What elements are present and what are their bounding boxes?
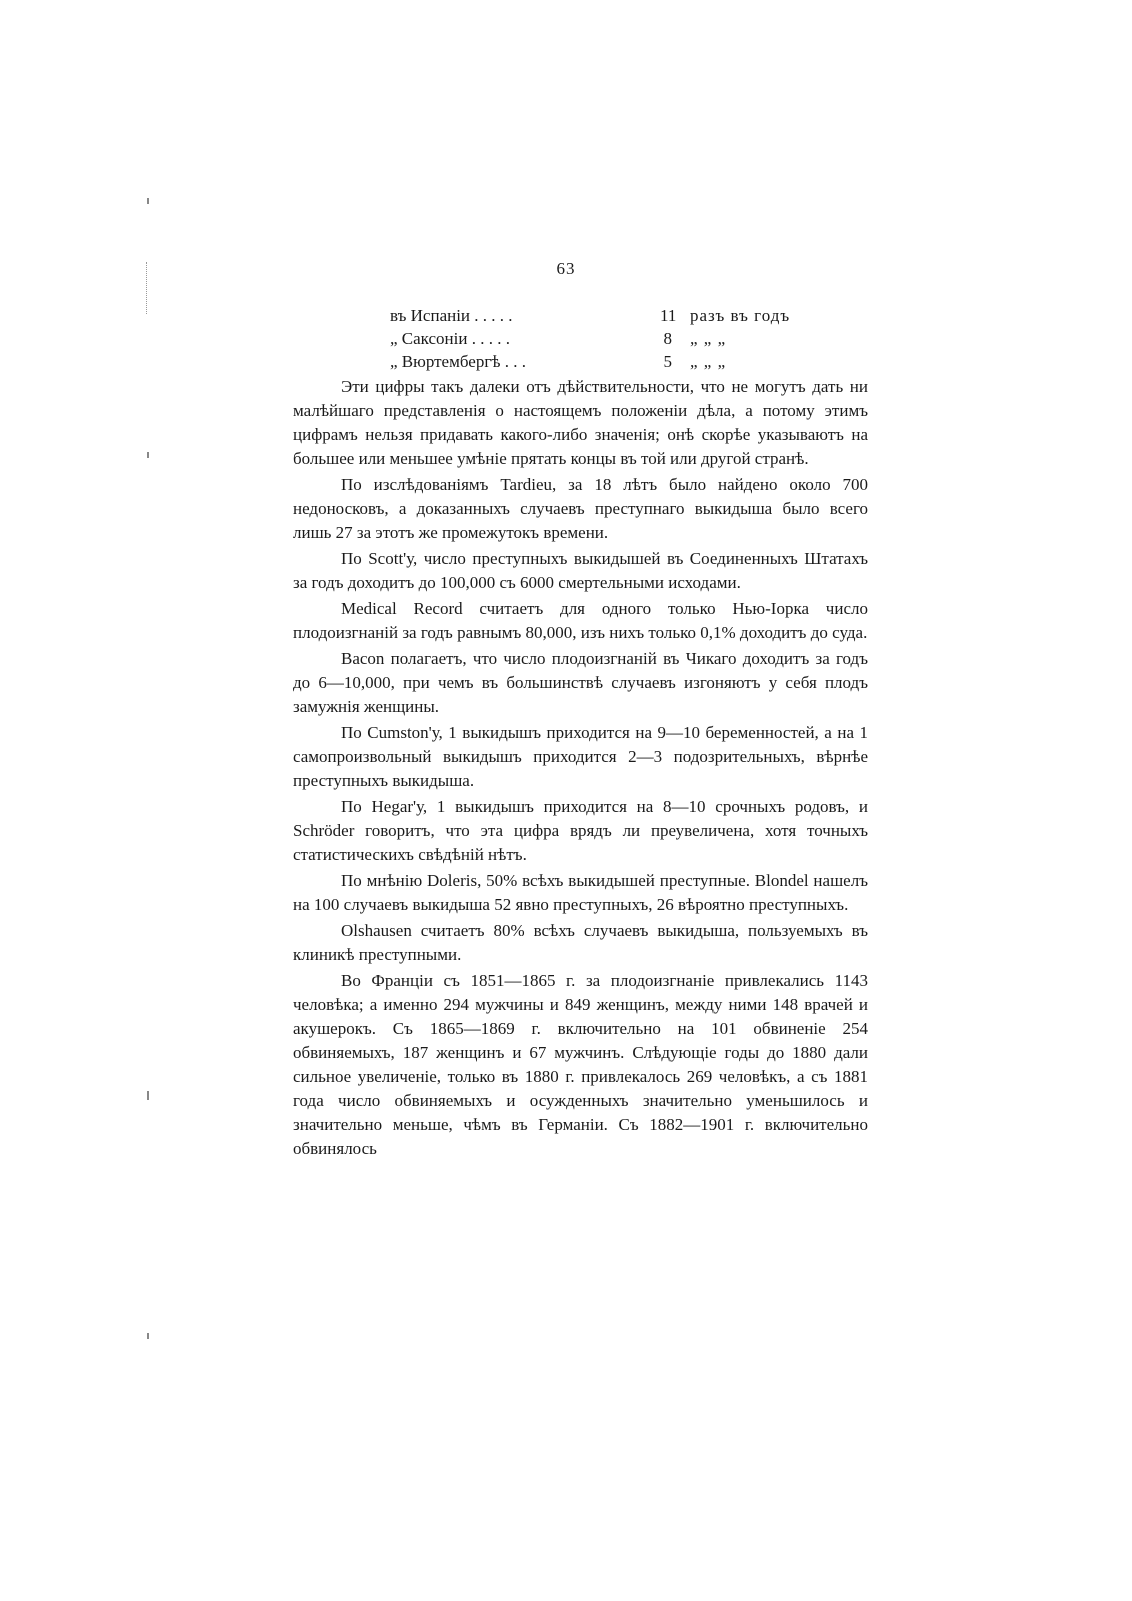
stats-unit: разъ въ годъ [690,306,791,325]
margin-mark-2 [147,452,149,458]
paragraph: По изслѣдованіямъ Tardieu, за 18 лѣтъ было найдено около 700 недоносковъ, а доказанныхъ случаевъ преступнаго выкидыша было всего лишь 27 за этотъ же промежутокъ времени. [293,475,868,542]
stats-country: въ Испаніи . . . . . [390,306,513,325]
stats-country: „ Вюртембергѣ . . . [390,352,527,371]
stats-value: 8 [663,329,672,348]
stats-table [390,304,790,373]
margin-mark-4 [147,1333,149,1339]
stats-country: „ Саксоніи . . . . . [390,329,510,348]
paragraph: Эти цифры такъ далеки отъ дѣйствительности, что не могутъ дать ни малѣйшаго представленія о настоящемъ положеніи дѣла, а потому этимъ цифрамъ нельзя придавать какого-либо значенія; онѣ скорѣе указываютъ на большее или меньшее умѣніе прятать концы въ той или другой странѣ. [293,377,868,468]
stats-unit: „ „ „ [690,352,727,371]
stats-row [390,327,790,350]
paragraph: По Cumston'у, 1 выкидышъ приходится на 9—10 беременностей, а на 1 самопроизвольный выкидышъ приходится 2—3 подозрительныхъ, вѣрнѣе преступныхъ выкидыша. [293,723,868,790]
page-number: 63 [556,259,576,278]
stats-row [390,304,790,327]
paragraph: По Hegar'у, 1 выкидышъ приходится на 8—10 срочныхъ родовъ, и Schröder говоритъ, что эта цифра врядъ ли преувеличена, хотя точныхъ статистическихъ свѣдѣній нѣтъ. [293,797,868,864]
body-text [293,375,868,1163]
paragraph: Во Франціи съ 1851—1865 г. за плодоизгнаніе привлекались 1143 человѣка; а именно 294 мужчины и 849 женщинъ, между ними 148 врачей и акушерокъ. Съ 1865—1869 г. включительно на 101 обвиненіе 254 обвиняемыхъ, 187 женщинъ и 67 мужчинъ. Слѣдующіе годы до 1880 дали сильное увеличеніе, только въ 1880 г. привлекалось 269 человѣкъ, а съ 1881 года число обвиняемыхъ и осужденныхъ значительно уменьшилось и значительно меньше, чѣмъ въ Германіи. Съ 1882—1901 г. включительно обвинялось [293,971,868,1158]
paragraph: Medical Record считаетъ для одного только Нью-Іорка число плодоизгнаній за годъ равнымъ 80,000, изъ нихъ только 0,1% доходитъ до суда. [293,599,868,642]
stats-unit: „ „ „ [690,329,727,348]
margin-mark-1 [147,198,149,204]
paragraph: Bacon полагаетъ, что число плодоизгнаній въ Чикаго доходитъ за годъ до 6—10,000, при чемъ въ большинствѣ случаевъ изгоняютъ у себя плодъ замужнія женщины. [293,649,868,716]
paragraph: По Scott'у, число преступныхъ выкидышей въ Соединенныхъ Штатахъ за годъ доходитъ до 100,000 съ 6000 смертельными исходами. [293,549,868,592]
margin-mark-3 [147,1091,149,1100]
stats-value: 5 [663,352,672,371]
stats-value: 11 [660,306,677,325]
stats-row [390,350,790,373]
paragraph: Olshausen считаетъ 80% всѣхъ случаевъ выкидыша, пользуемыхъ въ клиникѣ преступными. [293,921,868,964]
paragraph: По мнѣнію Doleris, 50% всѣхъ выкидышей преступные. Blondel нашелъ на 100 случаевъ выкидыша 52 явно преступныхъ, 26 вѣроятно преступныхъ. [293,871,868,914]
